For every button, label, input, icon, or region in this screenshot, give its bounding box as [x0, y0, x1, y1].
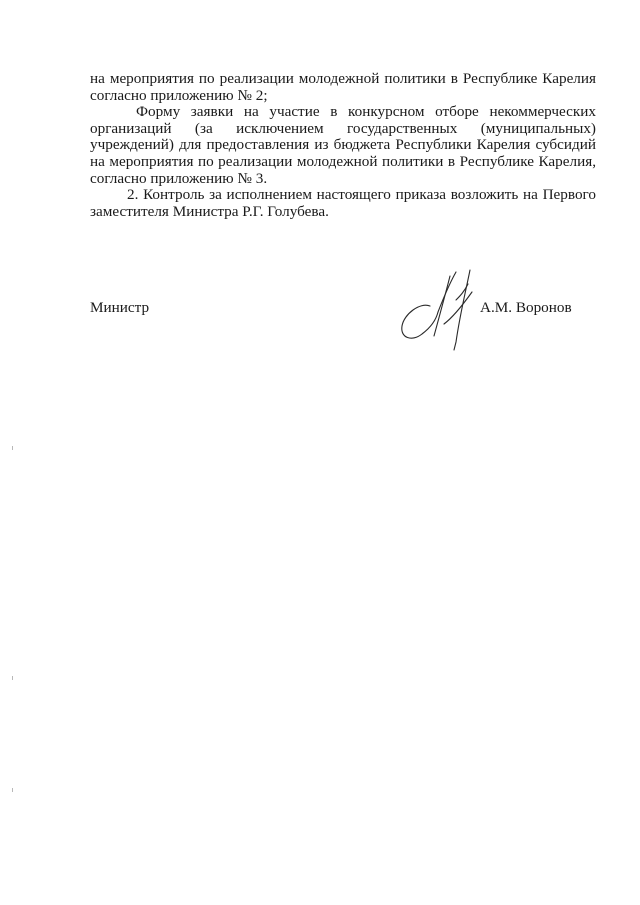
paragraph-continuation: на мероприятия по реализации молодежной политики в Республике Карелия согласно приложению № 2;: [90, 70, 596, 104]
signature-block: [90, 262, 596, 362]
signer-name: А.М. Воронов: [480, 299, 572, 316]
scan-margin-mark: [12, 446, 13, 450]
scan-margin-mark: [12, 788, 13, 792]
paragraph-control-clause: 2. Контроль за исполнением настоящего приказа возложить на Первого заместителя Министра Р.Г. Голубева.: [90, 186, 596, 220]
paragraph-application-form: Форму заявки на участие в конкурсном отборе некоммерческих организаций (за исключением государственных (муниципальных) учреждений) для предоставления из бюджета Республики Карелия субсидий на мероприятия по реализации молодежной политики в Республике Карелия, согласно приложению № 3.: [90, 103, 596, 187]
scan-margin-mark: [12, 676, 13, 680]
document-body: [90, 71, 596, 220]
signer-position: Министр: [90, 299, 150, 316]
